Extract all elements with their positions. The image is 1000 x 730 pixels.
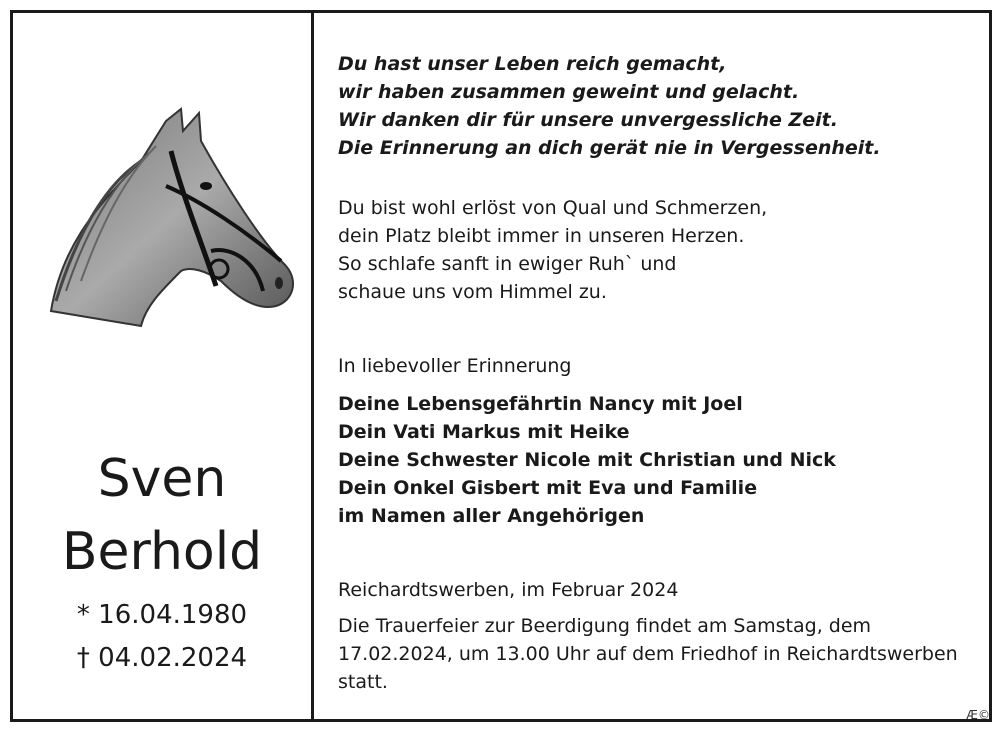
funeral-line: statt. [338,671,388,693]
signature-line: Dein Onkel Gisbert mit Eva und Familie [338,477,758,499]
poem2-line: Du bist wohl erlöst von Qual und Schmerzen, [338,197,768,219]
last-name: Berhold [61,522,263,582]
signature-line: im Namen aller Angehörigen [338,505,645,527]
poem2-line: So schlafe sanft in ewiger Ruh` und [338,253,677,275]
birth-date: * 16.04.1980 [76,600,248,630]
poem1-line: Die Erinnerung an dich gerät nie in Vergessenheit. [338,137,881,159]
poem1-line: wir haben zusammen geweint und gelacht. [338,81,800,103]
remembrance-text: In liebevoller Erinnerung [338,355,572,377]
signature-line: Deine Schwester Nicole mit Christian und Nick [338,449,836,471]
horse-head-icon [31,91,301,331]
left-column [13,13,311,719]
signature-line: Dein Vati Markus mit Heike [338,421,630,443]
place-date: Reichardtswerben, im Februar 2024 [338,579,679,601]
publisher-mark: Æ© [966,708,990,722]
poem2-line: schaue uns vom Himmel zu. [338,281,607,303]
poem1-line: Wir danken dir für unsere unvergessliche Zeit. [338,109,838,131]
signature-line: Deine Lebensgefährtin Nancy mit Joel [338,393,743,415]
funeral-line: Die Trauerfeier zur Beerdigung findet am Samstag, dem [338,615,872,637]
right-column [314,13,986,719]
poem1-line: Du hast unser Leben reich gemacht, [338,53,727,75]
funeral-line: 17.02.2024, um 13.00 Uhr auf dem Friedhof in Reichardtswerben [338,643,958,665]
poem2-line: dein Platz bleibt immer in unseren Herzen. [338,225,745,247]
death-date: † 04.02.2024 [76,643,248,673]
first-name: Sven [97,449,227,509]
